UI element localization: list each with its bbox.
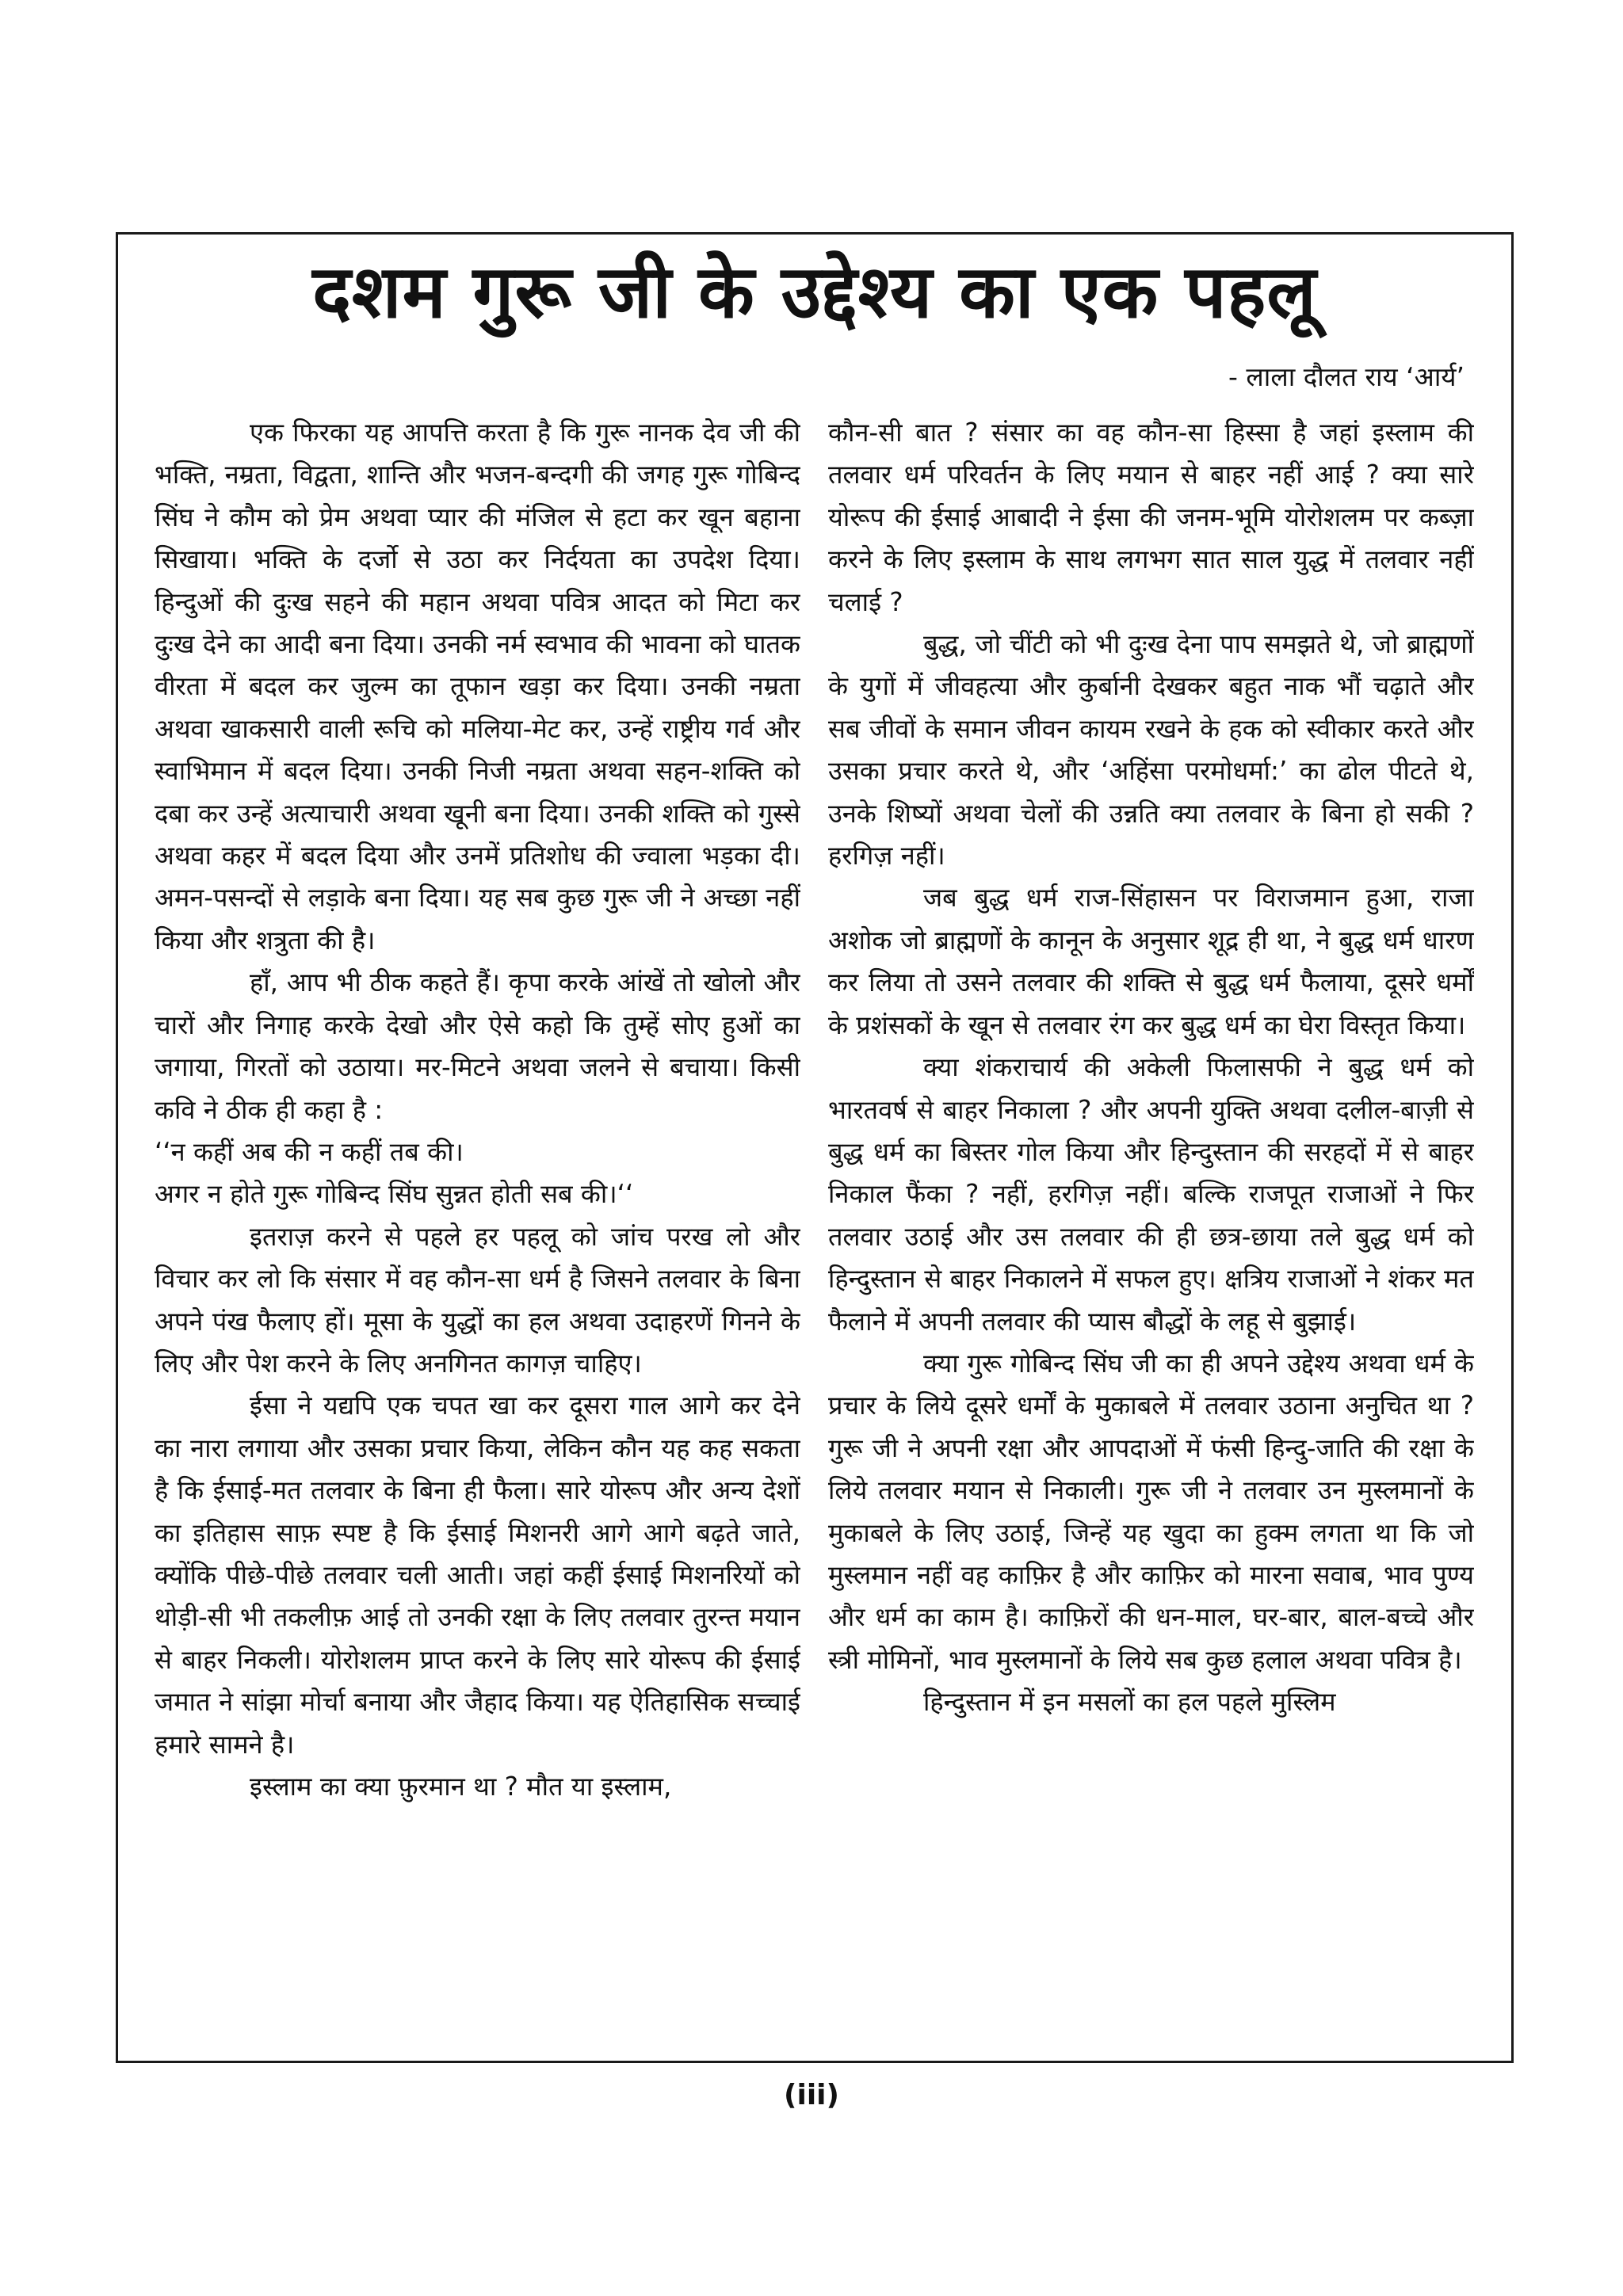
paragraph: एक फिरका यह आपत्ति करता है कि गुरू नानक देव जी की भक्ति, नम्रता, विद्वता, शान्ति और भजन-बन्दगी की जगह गुरू गोबिन्द सिंघ ने कौम को प्रेम अथवा प्यार की मंजिल से हटा कर खून बहाना सिखाया। भक्ति के दर्जो से उठा कर निर्दयता का उपदेश दिया। हिन्दुओं की दुःख सहने की महान अथवा पवित्र आदत को मिटा कर दुःख देने का आदी बना दिया। उनकी नर्म स्वभाव की भावना को घातक वीरता में बदल कर जुल्म का तूफान खड़ा कर दिया। उनकी नम्रता अथवा खाकसारी वाली रूचि को मलिया-मेट कर, उन्हें राष्ट्रीय गर्व और स्वाभिमान में बदल दिया। उनकी निजी नम्रता अथवा सहन-शक्ति को दबा कर उन्हें अत्याचारी अथवा खूनी बना दिया। उनकी शक्ति को गुस्से अथवा कहर में बदल दिया और उनमें प्रतिशोध की ज्वाला भड़का दी। अमन-पसन्दों से लड़ाके बना दिया। यह सब कुछ गुरू जी ने अच्छा नहीं किया और शत्रुता की है। — [155, 418, 800, 955]
verse-line: ‘‘न कहीं अब की न कहीं तब की। — [155, 1136, 464, 1167]
paragraph: इस्लाम का क्या फ़ुरमान था ? मौत या इस्लाम, — [250, 1772, 672, 1802]
verse-line: अगर न होते गुरू गोबिन्द सिंघ सुन्नत होती सब की।‘‘ — [155, 1179, 634, 1210]
paragraph: हिन्दुस्तान में इन मसलों का हल पहले मुस्लिम — [923, 1687, 1336, 1718]
right-column — [828, 412, 1474, 2028]
paragraph: ईसा ने यद्यपि एक चपत खा कर दूसरा गाल आगे कर देने का नारा लगाया और उसका प्रचार किया, लेकिन कौन यह कह सकता है कि ईसाई-मत तलवार के बिना ही फैला। सारे योरूप और अन्य देशों का इतिहास साफ़ स्पष्ट है कि ईसाई मिशनरी आगे आगे बढ़ते जाते, क्योंकि पीछे-पीछे तलवार चली आती। जहां कहीं ईसाई मिशनरियों को थोड़ी-सी भी तकलीफ़ आई तो उनकी रक्षा के लिए तलवार तुरन्त मयान से बाहर निकली। योरोशलम प्राप्त करने के लिए सारे योरूप की ईसाई जमात ने सांझा मोर्चा बनाया और जैहाद किया। यह ऐतिहासिक सच्चाई हमारे सामने है। — [155, 1390, 800, 1760]
article-title: दशम गुरू जी के उद्देश्य का एक पहलू — [312, 250, 1317, 334]
page-number: (iii) — [784, 2079, 839, 2111]
paragraph: कौन-सी बात ? संसार का वह कौन-सा हिस्सा है जहां इस्लाम की तलवार धर्म परिवर्तन के लिए मयान से बाहर नहीं आई ? क्या सारे योरूप की ईसाई आबादी ने ईसा की जनम-भूमि योरोशलम पर कब्ज़ा करने के लिए इस्लाम के साथ लगभग सात साल युद्ध में तलवार नहीं चलाई ? — [828, 418, 1474, 617]
paragraph: क्या गुरू गोबिन्द सिंघ जी का ही अपने उद्देश्य अथवा धर्म के प्रचार के लिये दूसरे धर्मों के मुकाबले में तलवार उठाना अनुचित था ? गुरू जी ने अपनी रक्षा और आपदाओं में फंसी हिन्दु-जाति की रक्षा के लिये तलवार मयान से निकाली। गुरू जी ने तलवार उन मुस्लमानों के मुकाबले के लिए उठाई, जिन्हें यह खुदा का हुक्म लगता था कि जो मुस्लमान नहीं वह काफ़िर है और काफ़िर को मारना सवाब, भाव पुण्य और धर्म का काम है। काफ़िरों की धन-माल, घर-बार, बाल-बच्चे और स्त्री मोमिनों, भाव मुस्लमानों के लिये सब कुछ हलाल अथवा पवित्र है। — [828, 1348, 1474, 1675]
author-byline: - लाला दौलत राय ‘आर्य’ — [1228, 361, 1465, 392]
paragraph: जब बुद्ध धर्म राज-सिंहासन पर विराजमान हुआ, राजा अशोक जो ब्राह्मणों के कानून के अनुसार शूद्र ही था, ने बुद्ध धर्म धारण कर लिया तो उसने तलवार की शक्ति से बुद्ध धर्म फैलाया, दूसरे धर्मों के प्रशंसकों के खून से तलवार रंग कर बुद्ध धर्म का घेरा विस्तृत किया। — [828, 883, 1474, 1040]
paragraph: हाँ, आप भी ठीक कहते हैं। कृपा करके आंखें तो खोलो और चारों और निगाह करके देखो और ऐसे कहो कि तुम्हें सोए हुओं का जगाया, गिरतों को उठाया। मर-मिटने अथवा जलने से बचाया। किसी कवि ने ठीक ही कहा है : — [155, 967, 800, 1125]
paragraph: बुद्ध, जो चींटी को भी दुःख देना पाप समझते थे, जो ब्राह्मणों के युगों में जीवहत्या और कुर्बानी देखकर बहुत नाक भौं चढ़ाते और सब जीवों के समान जीवन कायम रखने के हक को स्वीकार करते और उसका प्रचार करते थे, और ‘अहिंसा परमोधर्मा:’ का ढोल पीटते थे, उनके शिष्यों अथवा चेलों की उन्नति क्या तलवार के बिना हो सकी ? हरगिज़ नहीं। — [828, 629, 1474, 871]
paragraph: क्या शंकराचार्य की अकेली फिलासफी ने बुद्ध धर्म को भारतवर्ष से बाहर निकाला ? और अपनी युक्ति अथवा दलील-बाज़ी से बुद्ध धर्म का बिस्तर गोल किया और हिन्दुस्तान की सरहदों में से बाहर निकाल फैंका ? नहीं, हरगिज़ नहीं। बल्कि राजपूत राजाओं ने फिर तलवार उठाई और उस तलवार की ही छत्र-छाया तले बुद्ध धर्म को हिन्दुस्तान से बाहर निकालने में सफल हुए। क्षत्रिय राजाओं ने शंकर मत फैलाने में अपनी तलवार की प्यास बौद्धों के लहू से बुझाई। — [828, 1052, 1474, 1337]
paragraph: इतराज़ करने से पहले हर पहलू को जांच परख लो और विचार कर लो कि संसार में वह कौन-सा धर्म है जिसने तलवार के बिना अपने पंख फैलाए हों। मूसा के युद्धों का हल अथवा उदाहरणें गिनने के लिए और पेश करने के लिए अनगिनत कागज़ चाहिए। — [155, 1221, 800, 1379]
left-column — [155, 412, 800, 2028]
